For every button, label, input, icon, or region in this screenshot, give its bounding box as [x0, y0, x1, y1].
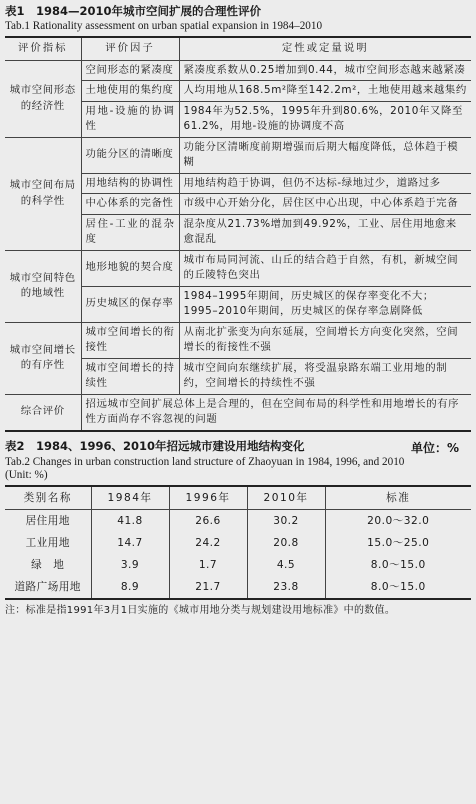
table1-summary-row	[5, 394, 471, 431]
factor-cell: 用地-设施的协调性	[81, 101, 179, 137]
description-cell: 城市布局同河流、山丘的结合趋于自然，有机，新城空间的丘陵特色突出	[179, 250, 471, 286]
table2-header-cell: 标准	[325, 486, 471, 510]
factor-cell: 地形地貌的契合度	[81, 250, 179, 286]
description-cell: 功能分区清晰度前期增强而后期大幅度降低，总体趋于模糊	[179, 137, 471, 173]
table2-subtitle	[5, 456, 471, 482]
category-cell: 绿 地	[31, 558, 65, 571]
factor-cell: 中心体系的完备性	[81, 194, 179, 215]
table1-row	[5, 60, 471, 81]
factor-cell: 用地结构的协调性	[81, 173, 179, 194]
description-cell: 1984年为52.5%，1995年升到80.6%，2010年又降至61.2%，用地-设施的协调度不高	[179, 101, 471, 137]
description-cell: 用地结构趋于协调，但仍不达标-绿地过少，道路过多	[179, 173, 471, 194]
value-cell: 24.2	[169, 532, 247, 554]
indicator-cell: 城市空间形态的经济性	[5, 60, 81, 137]
summary-label: 综合评价	[5, 394, 81, 431]
table2-row	[5, 532, 471, 554]
table1	[5, 36, 471, 432]
description-cell: 城市空间向东继续扩展，将受温泉路东端工业用地的制约，空间增长的持续性不强	[179, 358, 471, 394]
description-cell: 人均用地从168.5m²降至142.2m²，土地使用越来越集约	[179, 81, 471, 102]
value-cell: 20.8	[247, 532, 325, 554]
factor-cell: 城市空间增长的持续性	[81, 358, 179, 394]
table1-header-cell: 评价因子	[81, 37, 179, 60]
table2	[5, 485, 471, 600]
indicator-cell: 城市空间增长的有序性	[5, 322, 81, 394]
factor-cell: 空间形态的紧凑度	[81, 60, 179, 81]
table2-header-cell: 1984年	[91, 486, 169, 510]
table1-row	[5, 322, 471, 358]
table2-subtitle-line: Tab.2 Changes in urban construction land structure of Zhaoyuan in 1984, 1996, and 2010	[5, 455, 405, 468]
value-cell: 8.0～15.0	[325, 576, 471, 599]
table2-row	[5, 576, 471, 599]
factor-cell: 功能分区的清晰度	[81, 137, 179, 173]
table2-header-cell: 类别名称	[23, 491, 72, 504]
table1-title: 表1 1984—2010年城市空间扩展的合理性评价	[5, 4, 262, 18]
table2-header-row	[5, 486, 471, 510]
table2-row	[5, 554, 471, 576]
table1-subtitle: Tab.1 Rationality assessment on urban spatial expansion in 1984–2010	[5, 20, 323, 32]
value-cell: 14.7	[91, 532, 169, 554]
description-cell: 紧凑度系数从0.25增加到0.44，城市空间形态越来越紧凑	[179, 60, 471, 81]
table1-header-row	[5, 37, 471, 60]
description-cell: 从南北扩张变为向东延展，空间增长方向变化突然，空间增长的衔接性不强	[179, 322, 471, 358]
factor-cell: 历史城区的保存率	[81, 286, 179, 322]
value-cell: 8.0～15.0	[325, 554, 471, 576]
summary-text: 招远城市空间扩展总体上是合理的，但在空间布局的科学性和用地增长的有序性方面尚存不容忽视的问题	[81, 394, 471, 431]
category-cell: 工业用地	[25, 536, 70, 549]
table2-title: 表2 1984、1996、2010年招远城市建设用地结构变化	[5, 438, 305, 453]
value-cell: 15.0～25.0	[325, 532, 471, 554]
value-cell: 41.8	[91, 509, 169, 532]
table1-header-cell: 评价指标	[5, 37, 81, 60]
description-cell: 市级中心开始分化，居住区中心出现，中心体系趋于完备	[179, 194, 471, 215]
table2-row	[5, 509, 471, 532]
table1-row	[5, 137, 471, 173]
table1-row	[5, 250, 471, 286]
value-cell: 1.7	[169, 554, 247, 576]
category-cell: 道路广场用地	[5, 576, 91, 599]
value-cell: 3.9	[91, 554, 169, 576]
value-cell: 21.7	[169, 576, 247, 599]
table2-header-cell: 1996年	[169, 486, 247, 510]
factor-cell: 土地使用的集约度	[81, 81, 179, 102]
table1-header-cell: 定性或定量说明	[179, 37, 471, 60]
description-cell: 1984–1995年期间，历史城区的保存率变化不大；1995–2010年期间，历史城区的保存率急剧降低	[179, 286, 471, 322]
factor-cell: 城市空间增长的衔接性	[81, 322, 179, 358]
value-cell: 8.9	[91, 576, 169, 599]
value-cell: 4.5	[247, 554, 325, 576]
value-cell: 30.2	[247, 509, 325, 532]
indicator-cell: 城市空间特色的地域性	[5, 250, 81, 322]
table2-unit: 单位：%	[410, 440, 459, 455]
factor-cell: 居住-工业的混杂度	[81, 214, 179, 250]
table2-note: 注：标准是指1991年3月1日实施的《城市用地分类与规划建设用地标准》中的数值。	[5, 604, 396, 616]
category-cell: 居住用地	[25, 514, 70, 527]
value-cell: 20.0～32.0	[325, 509, 471, 532]
value-cell: 26.6	[169, 509, 247, 532]
description-cell: 混杂度从21.73%增加到49.92%，工业、居住用地愈来愈混乱	[179, 214, 471, 250]
table2-header-cell: 2010年	[247, 486, 325, 510]
indicator-cell: 城市空间布局的科学性	[5, 137, 81, 250]
table2-subtitle-line: (Unit: %)	[5, 468, 48, 481]
value-cell: 23.8	[247, 576, 325, 599]
